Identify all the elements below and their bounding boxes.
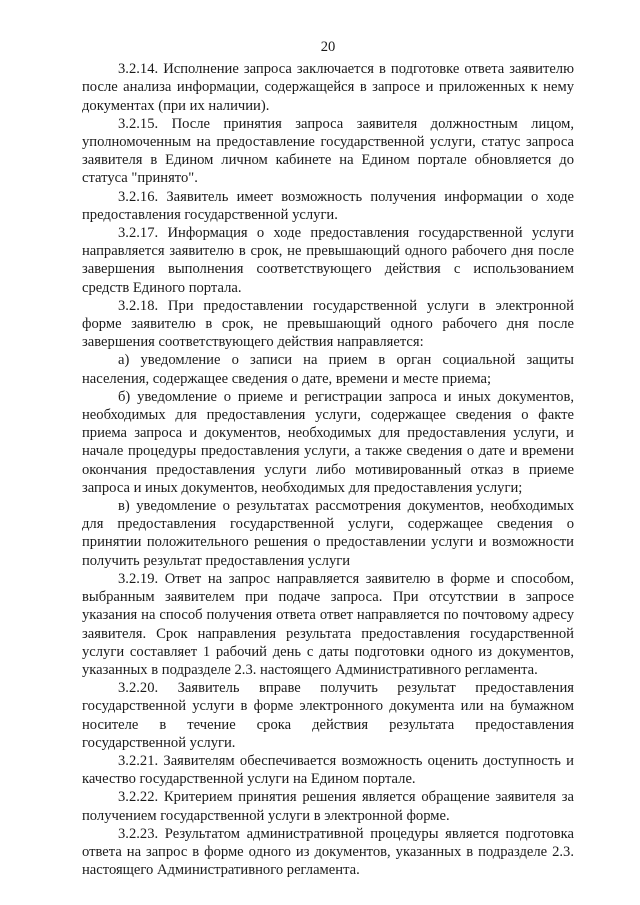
paragraph-3-2-19: 3.2.19. Ответ на запрос направляется заявителю в форме и способом, выбранным заявителем при подаче запроса. При отсутствии в запросе указания на способ получения ответа ответ направляется по почтовому адресу заявителя. Срок направления результата предоставления государственной услуги составляет 1 рабочий день с даты подготовки одного из документов, указанных в подразделе 2.3. настоящего Административного регламента. [82,570,574,678]
paragraph-3-2-17: 3.2.17. Информация о ходе предоставления государственной услуги направляется заявителю в срок, не превышающий одного рабочего дня после завершения выполнения соответствующего действия с использованием средств Единого портала. [82,225,574,296]
paragraph-3-2-14: 3.2.14. Исполнение запроса заключается в подготовке ответа заявителю после анализа информации, содержащейся в запросе и приложенных к нему документах (при их наличии). [82,61,574,114]
paragraph-3-2-23: 3.2.23. Результатом административной процедуры является подготовка ответа на запрос в форме одного из документов, указанных в подразделе 2.3. настоящего Административного регламента. [82,825,574,879]
paragraph-3-2-20: 3.2.20. Заявитель вправе получить результат предоставления государственной услуги в форме электронного документа или на бумажном носителе в течение срока действия результата предоставления государственной услуги. [82,680,574,751]
paragraph-3-2-18-a: а) уведомление о записи на прием в орган социальной защиты населения, содержащее сведения о дате, времени и месте приема; [82,352,574,387]
paragraph-3-2-16: 3.2.16. Заявитель имеет возможность получения информации о ходе предоставления государственной услуги. [82,188,574,223]
paragraph-3-2-22: 3.2.22. Критерием принятия решения является обращение заявителя за получением государственной услуги в электронной форме. [82,789,574,824]
paragraph-3-2-18-b: б) уведомление о приеме и регистрации запроса и иных документов, необходимых для предоставления услуги, содержащее сведения о факте приема запроса и документов, необходимых для предоставления услуги, и начале процедуры предоставления услуги, а также сведения о дате и времени окончания предоставления услуги либо мотивированный отказ в приеме запроса и иных документов, необходимых для предоставления услуги; [82,388,574,496]
paragraph-3-2-21: 3.2.21. Заявителям обеспечивается возможность оценить доступность и качество государственной услуги на Едином портале. [82,752,574,788]
paragraph-3-2-18: 3.2.18. При предоставлении государственной услуги в электронной форме заявителю в срок, не превышающий одного рабочего дня после завершения соответствующего действия направляется: [82,297,574,351]
page-number: 20 [320,39,336,55]
paragraph-3-2-15: 3.2.15. После принятия запроса заявителя должностным лицом, уполномоченным на предоставление государственной услуги, статус запроса заявителя в Едином личном кабинете на Едином портале обновляется до статуса "принято". [82,115,574,187]
paragraph-3-2-18-v: в) уведомление о результатах рассмотрения документов, необходимых для предоставления государственной услуги, содержащее сведения о принятии положительного решения о предоставлении услуги и возможности получить результат предоставления услуги [82,498,574,569]
